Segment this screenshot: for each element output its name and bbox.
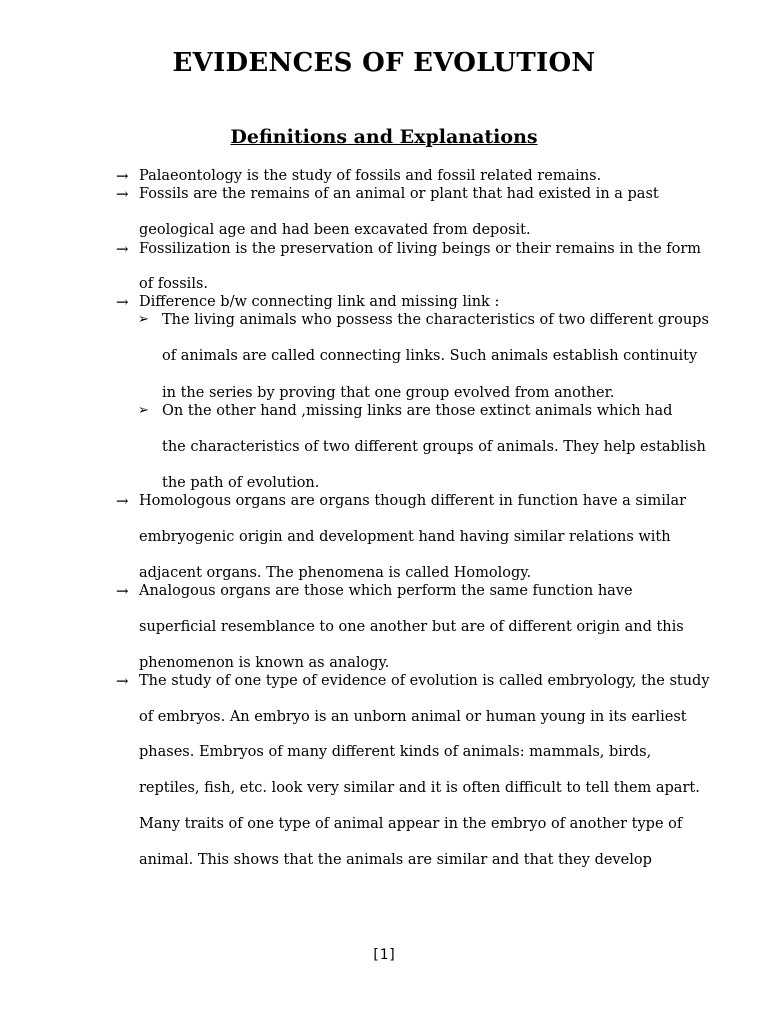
body-line: animal. This shows that the animals are similar and that they develop bbox=[139, 852, 652, 868]
body-line: Analogous organs are those which perform the same function have bbox=[139, 583, 633, 599]
body-line: of fossils. bbox=[139, 276, 209, 292]
body-line: Fossilization is the preservation of living beings or their remains in the form bbox=[139, 241, 702, 257]
body-line: Fossils are the remains of an animal or plant that had existed in a past bbox=[139, 186, 659, 202]
body-line: Palaeontology is the study of fossils and fossil related remains. bbox=[139, 168, 602, 184]
body-line: embryogenic origin and development hand having similar relations with bbox=[139, 529, 671, 545]
body-line: phases. Embryos of many different kinds of animals: mammals, birds, bbox=[139, 744, 652, 760]
arrow-bullet-icon: → bbox=[116, 167, 129, 185]
page-number: [1] bbox=[371, 947, 397, 963]
body-line: the characteristics of two different groups of animals. They help establish bbox=[162, 439, 706, 455]
body-line: in the series by proving that one group evolved from another. bbox=[162, 385, 615, 401]
arrow-bullet-icon: → bbox=[116, 240, 129, 258]
arrow-bullet-icon: → bbox=[116, 293, 129, 311]
body-line: The living animals who possess the characteristics of two different groups bbox=[162, 312, 709, 328]
body-line: of embryos. An embryo is an unborn animal or human young in its earliest bbox=[139, 709, 687, 725]
body-line: Difference b/w connecting link and missing link : bbox=[139, 294, 500, 310]
body-line: superficial resemblance to one another but are of different origin and this bbox=[139, 619, 684, 635]
body-line: Many traits of one type of animal appear in the embryo of another type of bbox=[139, 816, 683, 832]
body-line: phenomenon is known as analogy. bbox=[139, 655, 390, 671]
arrow-bullet-icon: → bbox=[116, 582, 129, 600]
body-line: adjacent organs. The phenomena is called Homology. bbox=[139, 565, 532, 581]
sub-bullet-icon: ➢ bbox=[138, 312, 149, 327]
page-title: EVIDENCES OF EVOLUTION bbox=[172, 48, 596, 78]
body-line: of animals are called connecting links. Such animals establish continuity bbox=[162, 348, 698, 364]
arrow-bullet-icon: → bbox=[116, 492, 129, 510]
arrow-bullet-icon: → bbox=[116, 672, 129, 690]
body-line: the path of evolution. bbox=[162, 475, 320, 491]
sub-bullet-icon: ➢ bbox=[138, 403, 149, 418]
body-line: reptiles, fish, etc. look very similar and it is often difficult to tell them apart. bbox=[139, 780, 700, 796]
body-line: geological age and had been excavated from deposit. bbox=[139, 222, 531, 238]
arrow-bullet-icon: → bbox=[116, 185, 129, 203]
body-line: On the other hand ,missing links are those extinct animals which had bbox=[162, 403, 673, 419]
body-line: The study of one type of evidence of evolution is called embryology, the study bbox=[139, 673, 710, 689]
body-line: Homologous organs are organs though different in function have a similar bbox=[139, 493, 687, 509]
section-heading: Definitions and Explanations bbox=[230, 126, 538, 148]
